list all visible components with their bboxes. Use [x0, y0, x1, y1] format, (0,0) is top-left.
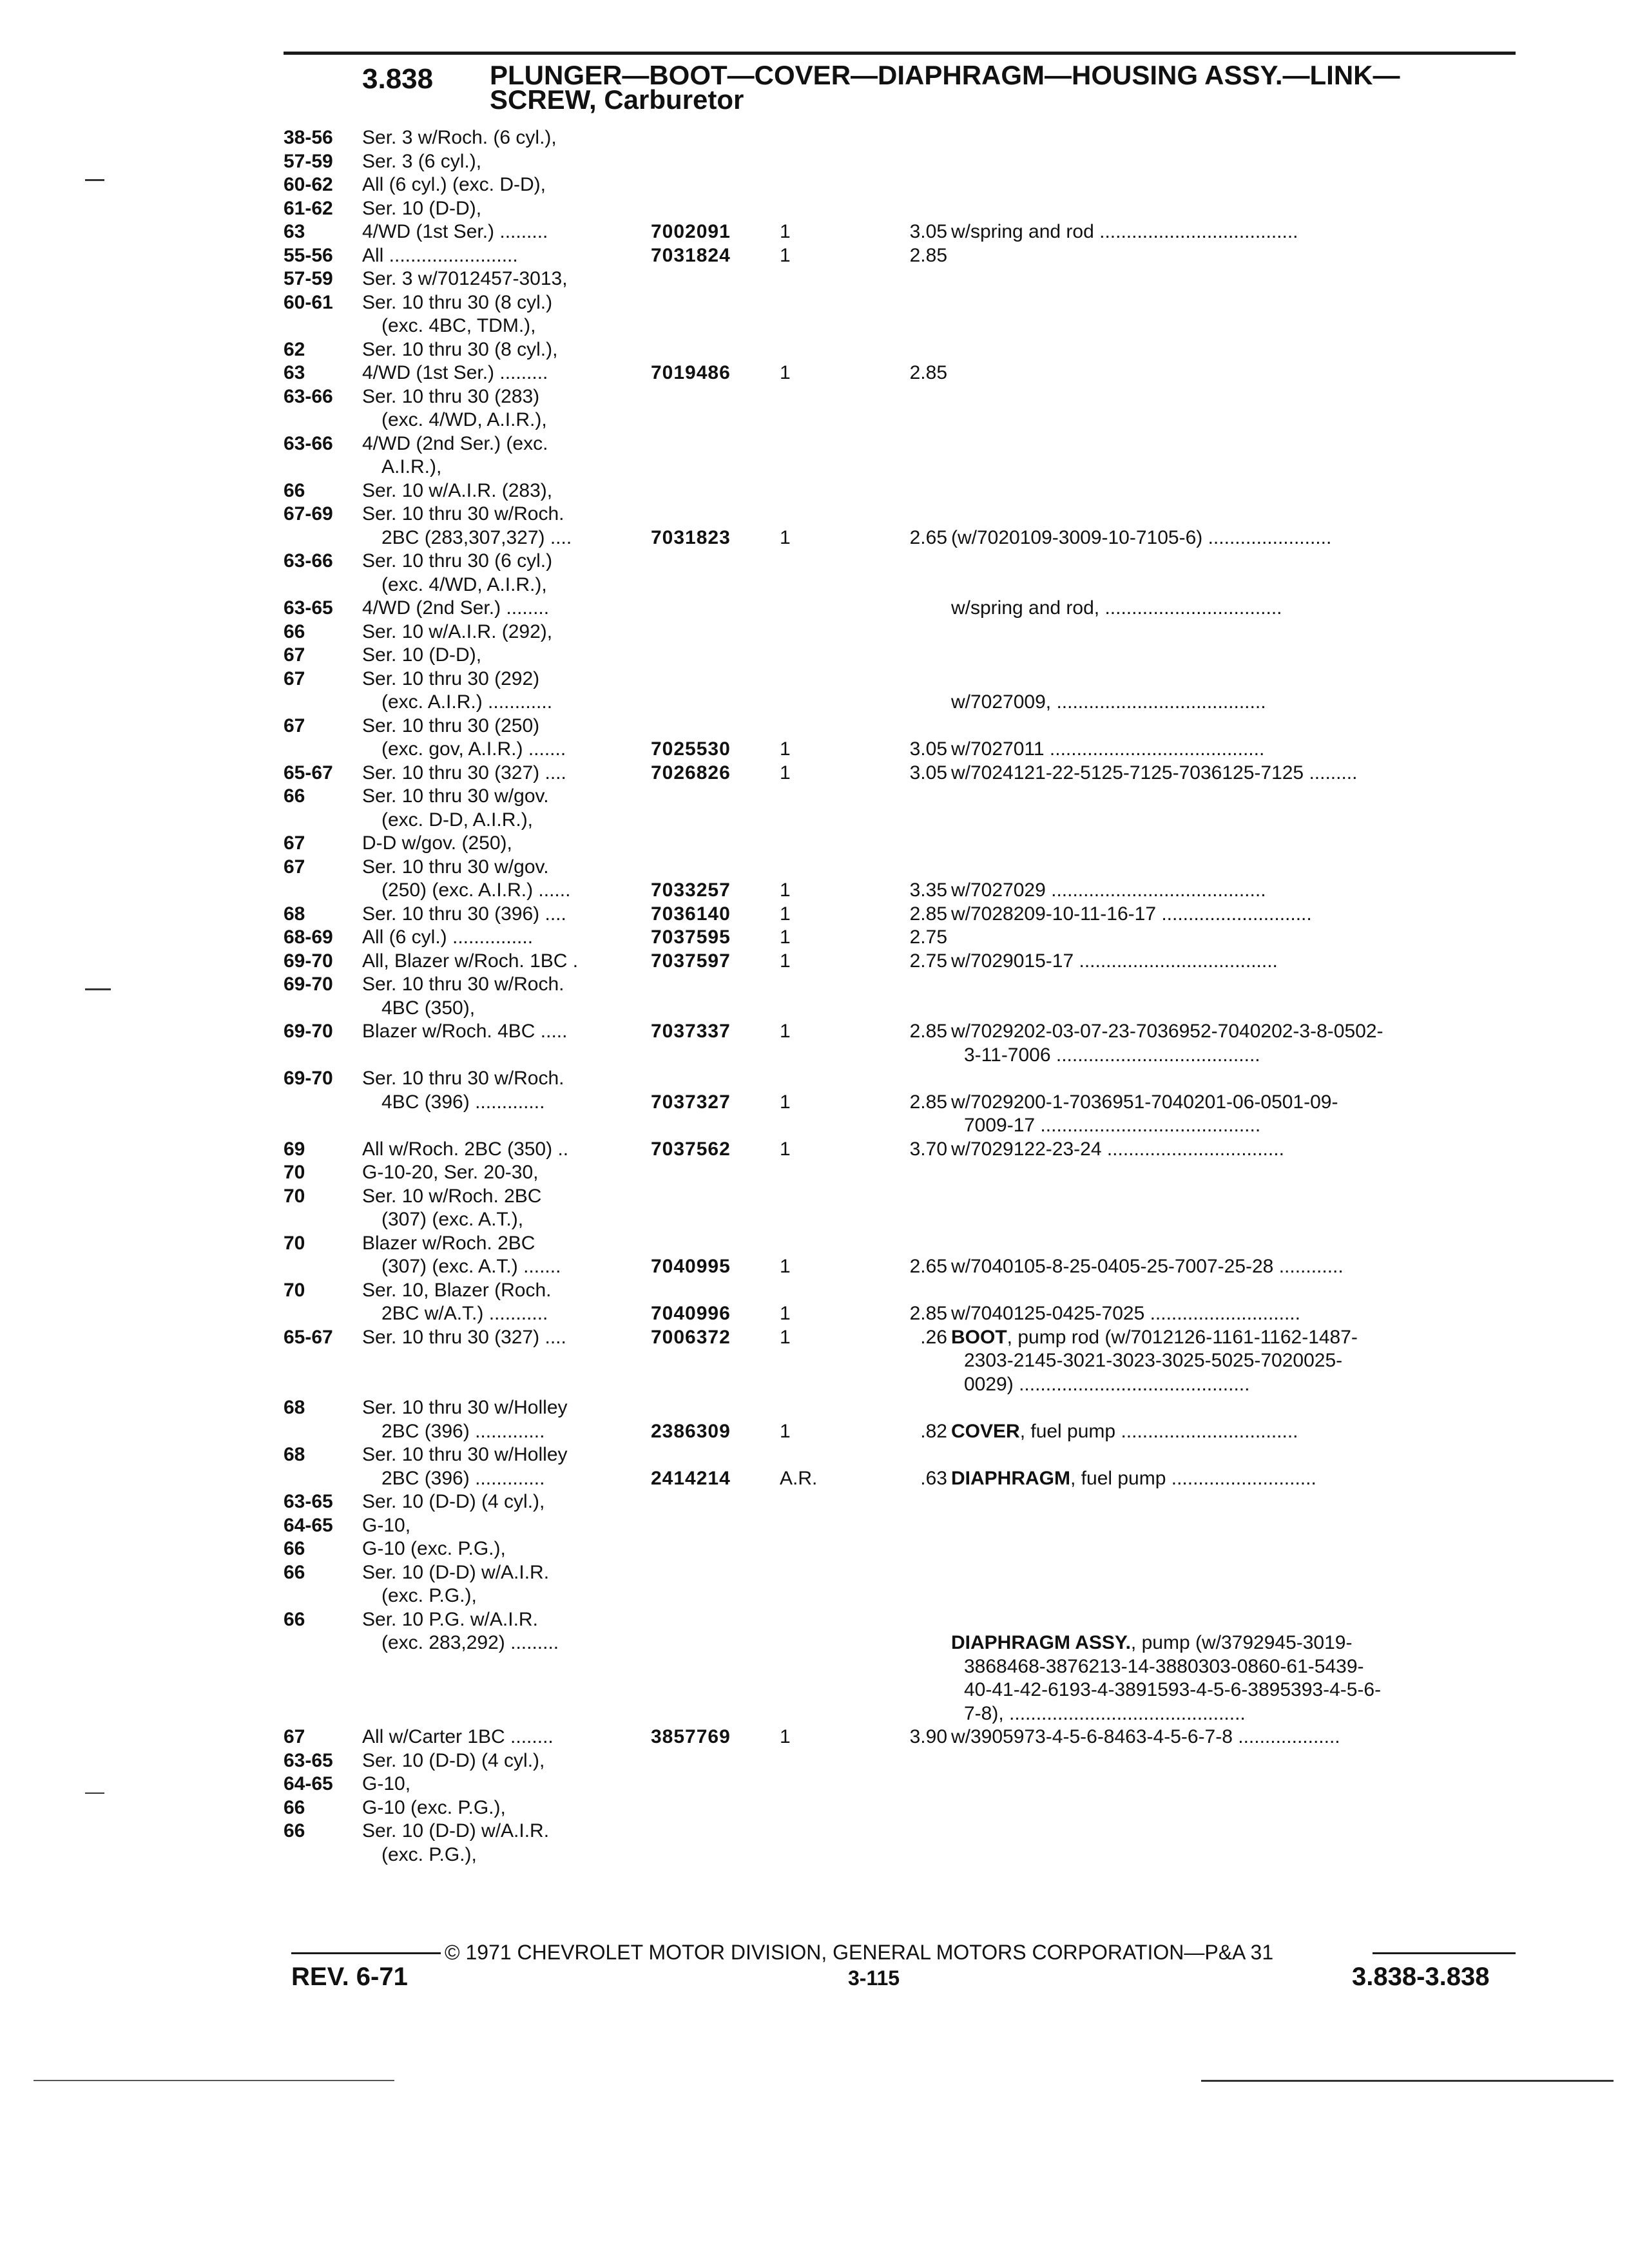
description: w/7027009, ....................................... — [951, 691, 1266, 713]
model-years: 63-65 — [284, 597, 333, 619]
table-row — [284, 1537, 1521, 1561]
application: 2BC (396) ............. — [381, 1467, 545, 1489]
part-number: 7002091 — [651, 221, 731, 242]
price: 2.85 — [909, 1091, 947, 1113]
description: 3868468-3876213-14-3880303-0860-61-5439- — [964, 1655, 1364, 1677]
model-years: 55-56 — [284, 244, 333, 266]
application: (exc. 283,292) ......... — [381, 1632, 559, 1653]
model-years: 64-65 — [284, 1514, 333, 1536]
table-row — [284, 385, 1521, 409]
price: 2.75 — [909, 950, 947, 972]
application: Blazer w/Roch. 2BC — [362, 1232, 535, 1254]
table-row — [284, 1655, 1521, 1679]
part-number: 7006372 — [651, 1326, 731, 1348]
part-number: 7037327 — [651, 1091, 731, 1113]
table-row — [284, 314, 1521, 338]
application: (exc. 4/WD, A.I.R.), — [381, 573, 547, 595]
description: w/7029200-1-7036951-7040201-06-0501-09- — [951, 1091, 1338, 1113]
price: 2.75 — [909, 927, 947, 948]
description: w/7024121-22-5125-7125-7036125-7125 ......... — [951, 762, 1358, 783]
model-years: 67 — [284, 715, 305, 736]
application: Ser. 10 w/A.I.R. (283), — [362, 479, 553, 501]
table-row — [284, 879, 1521, 903]
price: 3.90 — [909, 1726, 947, 1747]
price: 2.65 — [909, 526, 947, 548]
table-row — [284, 738, 1521, 762]
description: 7-8), ............................................ — [964, 1702, 1246, 1724]
application: Ser. 3 w/Roch. (6 cyl.), — [362, 127, 557, 148]
copyright-notice: © 1971 CHEVROLET MOTOR DIVISION, GENERAL MOTORS CORPORATION—P&A 31 — [445, 1941, 1274, 1964]
table-row — [284, 291, 1521, 315]
table-row — [284, 1820, 1521, 1843]
table-row — [284, 1796, 1521, 1820]
quantity: 1 — [780, 221, 791, 242]
application: Ser. 10 (D-D) w/A.I.R. — [362, 1820, 550, 1841]
part-number: 2414214 — [651, 1467, 731, 1489]
application: Ser. 10 P.G. w/A.I.R. — [362, 1608, 538, 1630]
model-years: 69-70 — [284, 1068, 333, 1089]
description: w/7028209-10-11-16-17 ............................ — [951, 903, 1312, 925]
table-row — [284, 1631, 1521, 1655]
model-years: 70 — [284, 1185, 305, 1207]
description: 3-11-7006 ...................................... — [964, 1044, 1260, 1066]
application: Ser. 10 (D-D) (4 cyl.), — [362, 1749, 545, 1771]
model-years: 67-69 — [284, 503, 333, 524]
part-number: 7025530 — [651, 738, 731, 760]
application: Ser. 10 thru 30 w/Roch. — [362, 974, 564, 995]
model-years: 57-59 — [284, 268, 333, 289]
model-years: 60-61 — [284, 291, 333, 313]
application: Ser. 10 (D-D), — [362, 197, 482, 219]
table-row — [284, 526, 1521, 550]
part-number: 7037562 — [651, 1138, 731, 1160]
table-row — [284, 1349, 1521, 1373]
table-row — [284, 1138, 1521, 1162]
model-years: 66 — [284, 1820, 305, 1841]
application: 4/WD (2nd Ser.) ........ — [362, 597, 550, 619]
application: G-10 (exc. P.G.), — [362, 1796, 506, 1818]
application: D-D w/gov. (250), — [362, 832, 512, 854]
table-row — [284, 832, 1521, 856]
description: DIAPHRAGM, fuel pump ........................... — [951, 1467, 1316, 1489]
table-row — [284, 644, 1521, 668]
application: (307) (exc. A.T.), — [381, 1209, 524, 1230]
model-years: 63 — [284, 221, 305, 242]
table-row — [284, 950, 1521, 974]
application: Blazer w/Roch. 4BC ..... — [362, 1021, 568, 1042]
model-years: 63 — [284, 362, 305, 383]
model-years: 70 — [284, 1232, 305, 1254]
application: Ser. 10 thru 30 w/gov. — [362, 785, 549, 807]
margin-mark — [85, 179, 104, 181]
quantity: 1 — [780, 526, 791, 548]
table-row — [284, 267, 1521, 291]
part-number: 7036140 — [651, 903, 731, 925]
application: Ser. 10 thru 30 w/gov. — [362, 856, 549, 878]
application: 2BC (283,307,327) .... — [381, 526, 572, 548]
table-row — [284, 1255, 1521, 1279]
price: 3.05 — [909, 762, 947, 783]
table-row — [284, 1114, 1521, 1138]
description: w/7040105-8-25-0405-25-7007-25-28 ............ — [951, 1256, 1344, 1277]
description: DIAPHRAGM ASSY., pump (w/3792945-3019- — [951, 1632, 1353, 1653]
application: 4/WD (2nd Ser.) (exc. — [362, 432, 548, 454]
part-number: 7033257 — [651, 879, 731, 901]
footer-rule-right — [1373, 1952, 1516, 1954]
application: Ser. 10 thru 30 (283) — [362, 385, 540, 407]
application: Ser. 3 w/7012457-3013, — [362, 268, 568, 289]
application: G-10 (exc. P.G.), — [362, 1538, 506, 1559]
part-number: 7037597 — [651, 950, 731, 972]
model-years: 67 — [284, 1726, 305, 1747]
table-row — [284, 1326, 1521, 1350]
table-row — [284, 1702, 1521, 1726]
application: 4BC (396) ............. — [381, 1091, 545, 1113]
application: Ser. 10 thru 30 (327) .... — [362, 1326, 566, 1348]
price: 2.85 — [909, 1021, 947, 1042]
application: (exc. A.I.R.) ............ — [381, 691, 553, 713]
price: .82 — [920, 1420, 947, 1442]
application: 4/WD (1st Ser.) ......... — [362, 221, 548, 242]
footer-rule-left — [291, 1952, 441, 1954]
description: w/spring and rod ..................................... — [951, 221, 1298, 242]
table-row — [284, 762, 1521, 785]
application: 4/WD (1st Ser.) ......... — [362, 362, 548, 383]
model-years: 68 — [284, 1397, 305, 1418]
model-years: 68 — [284, 903, 305, 925]
quantity: A.R. — [780, 1467, 818, 1489]
model-years: 64-65 — [284, 1773, 333, 1794]
margin-mark — [85, 988, 111, 990]
price: 2.85 — [909, 244, 947, 266]
price: 2.85 — [909, 362, 947, 383]
quantity: 1 — [780, 927, 791, 948]
model-years: 63-65 — [284, 1749, 333, 1771]
description: w/3905973-4-5-6-8463-4-5-6-7-8 ................... — [951, 1726, 1340, 1747]
table-row — [284, 856, 1521, 879]
application: (exc. gov, A.I.R.) ....... — [381, 738, 566, 760]
model-years: 69-70 — [284, 950, 333, 972]
price: 3.05 — [909, 738, 947, 760]
model-years: 38-56 — [284, 127, 333, 148]
application: All, Blazer w/Roch. 1BC . — [362, 950, 579, 972]
table-row — [284, 126, 1521, 150]
application: Ser. 10 w/Roch. 2BC — [362, 1185, 542, 1207]
application: Ser. 10 w/A.I.R. (292), — [362, 620, 553, 642]
description: w/7027011 ........................................ — [951, 738, 1265, 760]
model-years: 67 — [284, 856, 305, 878]
application: G-10, — [362, 1773, 411, 1794]
application: All w/Carter 1BC ........ — [362, 1726, 554, 1747]
section-title: PLUNGER—BOOT—COVER—DIAPHRAGM—HOUSING ASSY.—LINK—SCREW, Carburetor — [490, 60, 1400, 115]
scan-edge-line — [34, 2080, 394, 2081]
application: Ser. 10 (D-D) w/A.I.R. — [362, 1561, 550, 1583]
table-row — [284, 597, 1521, 620]
part-number: 2386309 — [651, 1420, 731, 1442]
quantity: 1 — [780, 879, 791, 901]
application: Ser. 10 (D-D) (4 cyl.), — [362, 1491, 545, 1512]
model-years: 65-67 — [284, 762, 333, 783]
price: 3.05 — [909, 221, 947, 242]
margin-mark — [85, 1792, 104, 1794]
application: (exc. 4/WD, A.I.R.), — [381, 409, 547, 430]
application: (exc. D-D, A.I.R.), — [381, 809, 534, 831]
table-row — [284, 479, 1521, 503]
table-row — [284, 1467, 1521, 1491]
quantity: 1 — [780, 1091, 791, 1113]
application: All w/Roch. 2BC (350) .. — [362, 1138, 569, 1160]
quantity: 1 — [780, 1420, 791, 1442]
table-row — [284, 1584, 1521, 1608]
description: 2303-2145-3021-3023-3025-5025-7020025- — [964, 1350, 1343, 1371]
application: Ser. 10 thru 30 (6 cyl.) — [362, 550, 553, 572]
price: 2.85 — [909, 1303, 947, 1324]
application: Ser. 10 thru 30 (8 cyl.), — [362, 338, 558, 360]
application: (307) (exc. A.T.) ....... — [381, 1256, 561, 1277]
price: .26 — [920, 1326, 947, 1348]
table-row — [284, 244, 1521, 268]
table-row — [284, 1773, 1521, 1796]
model-years: 67 — [284, 644, 305, 666]
description: w/7029202-03-07-23-7036952-7040202-3-8-0502- — [951, 1021, 1383, 1042]
table-row — [284, 150, 1521, 174]
table-row — [284, 620, 1521, 644]
application: 2BC w/A.T.) ........... — [381, 1303, 548, 1324]
top-rule — [284, 52, 1516, 55]
quantity: 1 — [780, 362, 791, 383]
table-row — [284, 1185, 1521, 1209]
quantity: 1 — [780, 950, 791, 972]
application: G-10, — [362, 1514, 411, 1536]
description: 40-41-42-6193-4-3891593-4-5-6-3895393-4-5-6- — [964, 1679, 1382, 1700]
table-row — [284, 1749, 1521, 1773]
model-years: 70 — [284, 1162, 305, 1183]
price: 2.65 — [909, 1256, 947, 1277]
application: A.I.R.), — [381, 456, 442, 477]
model-years: 61-62 — [284, 197, 333, 219]
table-row — [284, 1044, 1521, 1068]
application: (exc. P.G.), — [381, 1585, 477, 1606]
model-years: 57-59 — [284, 150, 333, 172]
revision-label: REV. 6-71 — [291, 1963, 408, 1991]
description: 7009-17 ......................................... — [964, 1115, 1261, 1136]
application: All ........................ — [362, 244, 518, 266]
table-row — [284, 785, 1521, 809]
table-row — [284, 926, 1521, 950]
table-row — [284, 432, 1521, 456]
part-number: 7037337 — [651, 1021, 731, 1042]
table-row — [284, 1608, 1521, 1632]
description: BOOT, pump rod (w/7012126-1161-1162-1487- — [951, 1326, 1358, 1348]
quantity: 1 — [780, 738, 791, 760]
model-years: 66 — [284, 620, 305, 642]
table-row — [284, 1067, 1521, 1091]
table-row — [284, 1020, 1521, 1044]
part-number: 7031824 — [651, 244, 731, 266]
application: (exc. P.G.), — [381, 1843, 477, 1865]
quantity: 1 — [780, 1138, 791, 1160]
model-years: 66 — [284, 1796, 305, 1818]
table-row — [284, 408, 1521, 432]
table-row — [284, 1678, 1521, 1702]
description: w/spring and rod, ................................. — [951, 597, 1282, 619]
quantity: 1 — [780, 244, 791, 266]
application: 4BC (350), — [381, 997, 476, 1019]
quantity: 1 — [780, 1303, 791, 1324]
application: (exc. 4BC, TDM.), — [381, 315, 536, 336]
table-row — [284, 1373, 1521, 1397]
model-years: 68 — [284, 1444, 305, 1465]
table-row — [284, 1514, 1521, 1538]
model-years: 63-66 — [284, 550, 333, 572]
description: 0029) ........................................... — [964, 1373, 1250, 1395]
table-row — [284, 1232, 1521, 1256]
description: w/7040125-0425-7025 ............................ — [951, 1303, 1300, 1324]
model-years: 69 — [284, 1138, 305, 1160]
table-row — [284, 715, 1521, 738]
application: Ser. 3 (6 cyl.), — [362, 150, 482, 172]
table-row — [284, 1725, 1521, 1749]
model-years: 62 — [284, 338, 305, 360]
price: 3.35 — [909, 879, 947, 901]
price: 2.85 — [909, 903, 947, 925]
application: G-10-20, Ser. 20-30, — [362, 1162, 539, 1183]
quantity: 1 — [780, 1021, 791, 1042]
application: Ser. 10 (D-D), — [362, 644, 482, 666]
section-number: 3.838 — [362, 63, 434, 95]
part-number: 7040995 — [651, 1256, 731, 1277]
application: Ser. 10 thru 30 w/Holley — [362, 1397, 568, 1418]
scan-edge-line — [1201, 2080, 1614, 2082]
quantity: 1 — [780, 903, 791, 925]
table-row — [284, 691, 1521, 715]
model-years: 60-62 — [284, 174, 333, 195]
model-years: 68-69 — [284, 927, 333, 948]
table-row — [284, 1279, 1521, 1303]
table-row — [284, 1443, 1521, 1467]
model-years: 63-65 — [284, 1491, 333, 1512]
quantity: 1 — [780, 1326, 791, 1348]
part-number: 3857769 — [651, 1726, 731, 1747]
table-row — [284, 573, 1521, 597]
application: Ser. 10 thru 30 (396) .... — [362, 903, 566, 925]
table-row — [284, 973, 1521, 997]
model-years: 63-66 — [284, 432, 333, 454]
table-row — [284, 1396, 1521, 1420]
table-row — [284, 1420, 1521, 1444]
table-row — [284, 1302, 1521, 1326]
section-reference: 3.838-3.838 — [1352, 1963, 1490, 1991]
model-years: 66 — [284, 1561, 305, 1583]
part-number: 7040996 — [651, 1303, 731, 1324]
table-row — [284, 1091, 1521, 1115]
model-years: 69-70 — [284, 1021, 333, 1042]
application: Ser. 10 thru 30 w/Roch. — [362, 1068, 564, 1089]
model-years: 66 — [284, 479, 305, 501]
model-years: 66 — [284, 1608, 305, 1630]
table-row — [284, 361, 1521, 385]
part-number: 7037595 — [651, 927, 731, 948]
table-row — [284, 668, 1521, 691]
model-years: 66 — [284, 785, 305, 807]
price: 3.70 — [909, 1138, 947, 1160]
application: All (6 cyl.) ............... — [362, 927, 534, 948]
model-years: 66 — [284, 1538, 305, 1559]
application: Ser. 10 thru 30 (8 cyl.) — [362, 291, 553, 313]
table-row — [284, 456, 1521, 479]
model-years: 63-66 — [284, 385, 333, 407]
application: Ser. 10, Blazer (Roch. — [362, 1279, 552, 1301]
part-number: 7026826 — [651, 762, 731, 783]
model-years: 67 — [284, 832, 305, 854]
table-row — [284, 173, 1521, 197]
table-row — [284, 997, 1521, 1021]
table-row — [284, 1208, 1521, 1232]
table-row — [284, 197, 1521, 221]
description: COVER, fuel pump ................................. — [951, 1420, 1298, 1442]
description: w/7029122-23-24 ................................. — [951, 1138, 1284, 1160]
quantity: 1 — [780, 1256, 791, 1277]
page-number: 3-115 — [848, 1966, 900, 1990]
part-number: 7019486 — [651, 362, 731, 383]
description: w/7029015-17 ..................................... — [951, 950, 1278, 972]
application: Ser. 10 thru 30 (292) — [362, 668, 540, 689]
application: (250) (exc. A.I.R.) ...... — [381, 879, 571, 901]
application: Ser. 10 thru 30 (327) .... — [362, 762, 566, 783]
description: w/7027029 ........................................ — [951, 879, 1266, 901]
table-row — [284, 1561, 1521, 1585]
table-row — [284, 1161, 1521, 1185]
table-row — [284, 338, 1521, 362]
part-number: 7031823 — [651, 526, 731, 548]
description: (w/7020109-3009-10-7105-6) ....................... — [951, 526, 1332, 548]
table-row — [284, 220, 1521, 244]
model-years: 69-70 — [284, 974, 333, 995]
model-years: 70 — [284, 1279, 305, 1301]
table-row — [284, 503, 1521, 526]
table-row — [284, 809, 1521, 832]
price: .63 — [920, 1467, 947, 1489]
table-row — [284, 550, 1521, 573]
table-row — [284, 1843, 1521, 1867]
application: Ser. 10 thru 30 (250) — [362, 715, 540, 736]
application: All (6 cyl.) (exc. D-D), — [362, 174, 546, 195]
model-years: 65-67 — [284, 1326, 333, 1348]
application: Ser. 10 thru 30 w/Holley — [362, 1444, 568, 1465]
application: Ser. 10 thru 30 w/Roch. — [362, 503, 564, 524]
application: 2BC (396) ............. — [381, 1420, 545, 1442]
table-row — [284, 903, 1521, 927]
quantity: 1 — [780, 762, 791, 783]
quantity: 1 — [780, 1726, 791, 1747]
table-row — [284, 1490, 1521, 1514]
parts-table — [284, 126, 1521, 1867]
model-years: 67 — [284, 668, 305, 689]
